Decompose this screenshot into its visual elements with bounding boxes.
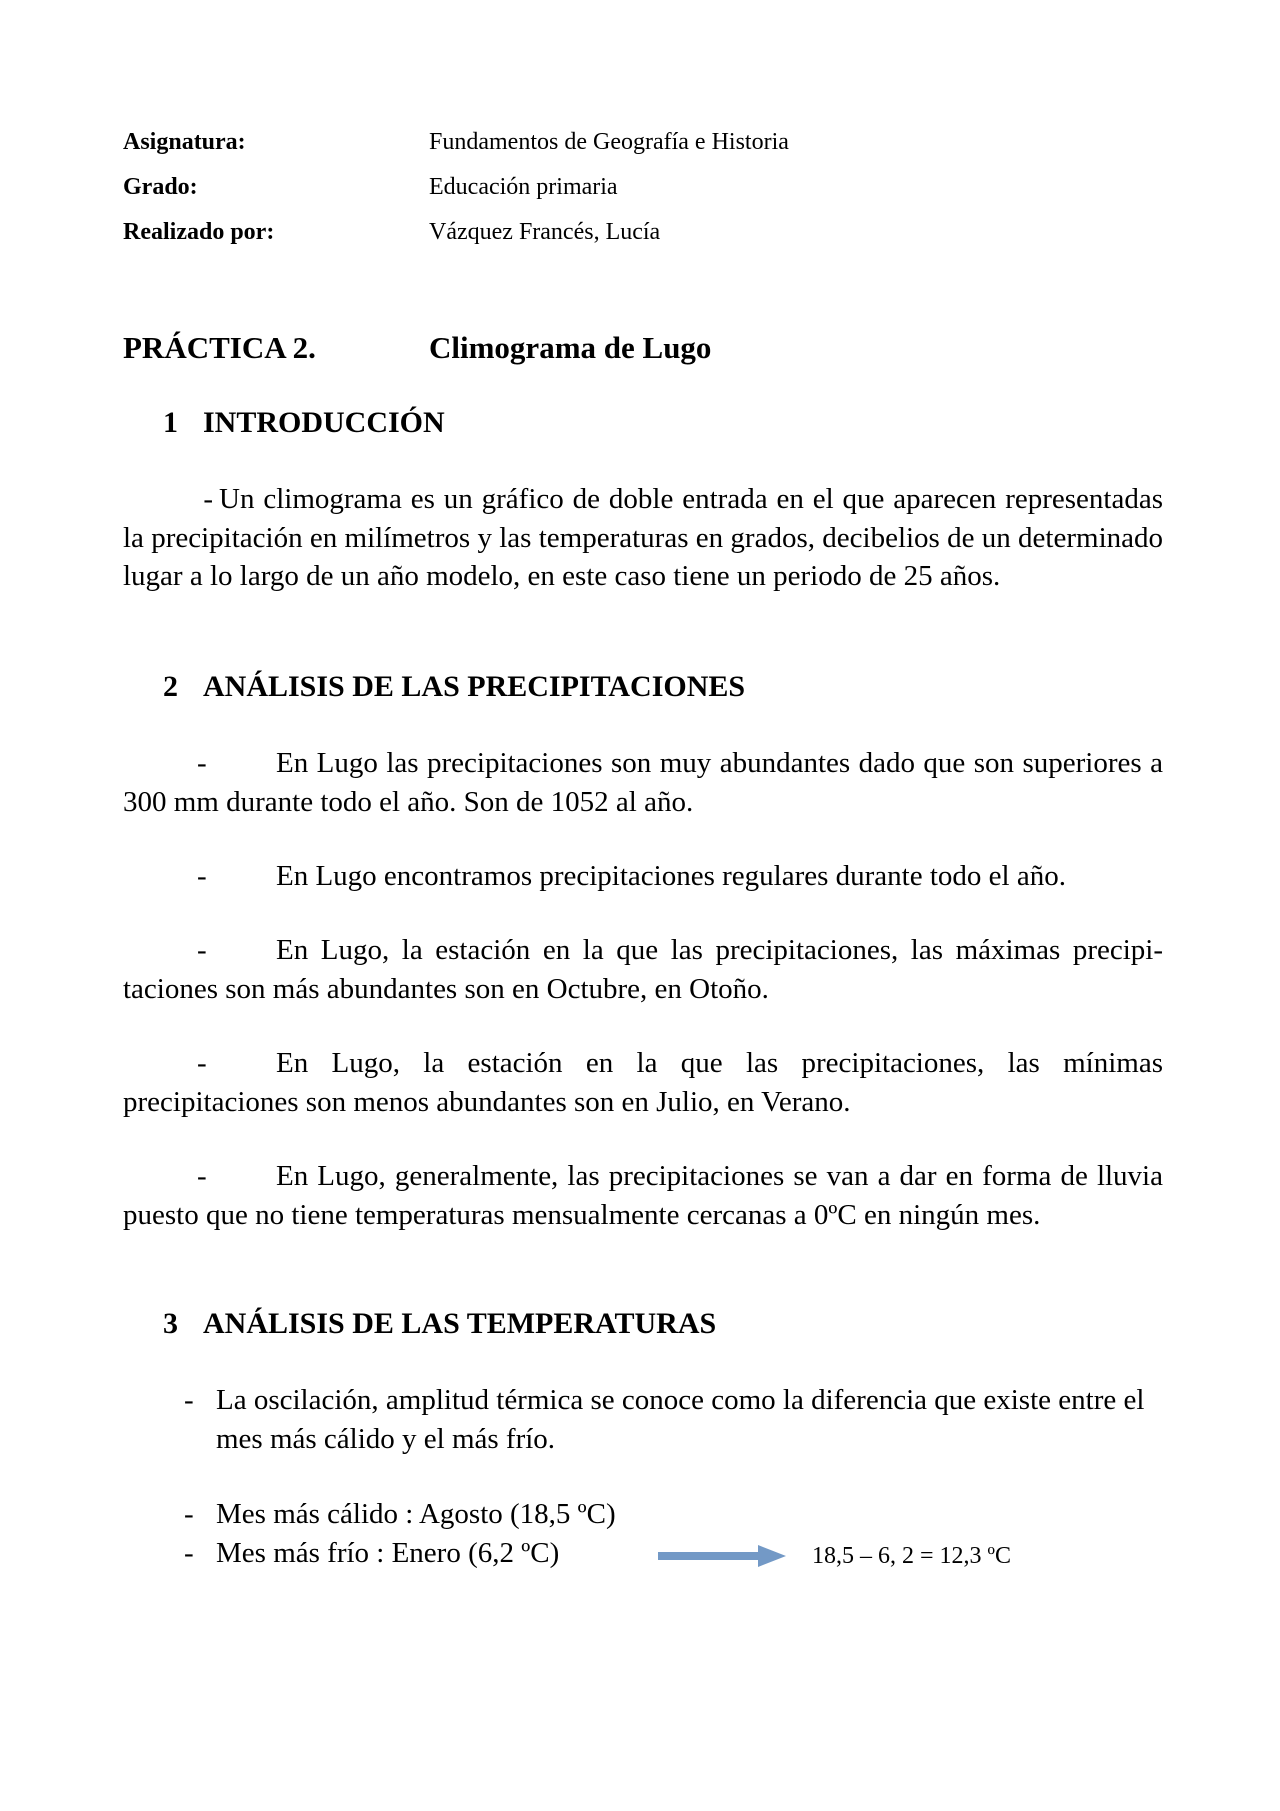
dash-marker: - (197, 747, 207, 779)
list-item-text: La oscilación, amplitud térmica se conoce como la diferencia que existe entre el mes más cálido y el más frío. (216, 1384, 1145, 1455)
introduction-paragraph (123, 480, 1163, 596)
section-number: 2 (163, 670, 178, 703)
author-row (123, 210, 1023, 255)
dash-marker: - (203, 483, 213, 515)
section-number: 1 (163, 406, 178, 439)
list-item-text: En Lugo, generalmente, las precipitaciones se van a dar en forma de lluvia puesto que no tiene temperaturas mensualmente cercanas a 0ºC en ningún mes. (123, 1160, 1163, 1231)
list-item-text: En Lugo, la estación en la que las precipitaciones, las mínimas precipitaciones son menos abundantes son en Julio, en Verano. (123, 1047, 1163, 1118)
right-arrow-icon (658, 1544, 788, 1568)
section-heading-precipitation (163, 670, 745, 704)
document-metadata (123, 120, 1023, 255)
section-heading-introduction (163, 406, 445, 440)
temperature-definition (184, 1381, 1164, 1458)
dash-marker: - (197, 1047, 207, 1079)
section-heading-temperatures (163, 1307, 716, 1341)
section-title: ANÁLISIS DE LAS TEMPERATURAS (203, 1307, 717, 1340)
list-item (184, 1495, 1164, 1534)
section-number: 3 (163, 1307, 178, 1340)
list-item-text: En Lugo encontramos precipitaciones regulares durante todo el año. (276, 860, 1066, 892)
introduction-text: Un climograma es un gráfico de doble entrada en el que aparecen representadas la precipitación en milímetros y las temperaturas en grados, decibelios de un determinado lugar a lo largo de un año modelo, en este caso tiene un periodo de 25 años. (123, 483, 1163, 592)
page-title (123, 330, 711, 366)
practice-number: PRÁCTICA 2. (123, 330, 316, 365)
author-label: Realizado por: (123, 219, 275, 245)
subject-label: Asignatura: (123, 129, 246, 155)
dash-marker: - (184, 1384, 194, 1416)
dash-marker: - (197, 1160, 207, 1192)
author-value: Vázquez Francés, Lucía (429, 219, 661, 245)
dash-marker: - (197, 934, 207, 966)
degree-value: Educación primaria (429, 174, 618, 200)
practice-title: Climograma de Lugo (429, 330, 712, 365)
list-item (123, 931, 1163, 1008)
list-item (184, 1381, 1164, 1458)
dash-marker: - (184, 1536, 194, 1569)
dash-marker: - (184, 1498, 194, 1530)
subject-value: Fundamentos de Geografía e Historia (429, 129, 789, 155)
coldest-month: Mes más frío : Enero (6,2 ºC) (216, 1536, 560, 1569)
list-item (123, 857, 1163, 896)
degree-label: Grado: (123, 174, 198, 200)
section-title: ANÁLISIS DE LAS PRECIPITACIONES (203, 670, 746, 703)
list-item-text: En Lugo las precipitaciones son muy abundantes dado que son superiores a 300 mm durante todo el año. Son de 1052 al año. (123, 747, 1163, 818)
list-item (123, 744, 1163, 821)
dash-marker: - (197, 860, 207, 892)
list-item (123, 1044, 1163, 1121)
list-item-text: En Lugo, la estación en la que las precipitaciones, las máximas precipi- taciones son más abundantes son en Octubre, en Otoño. (123, 934, 1163, 1005)
list-item (123, 1157, 1163, 1234)
subject-row (123, 120, 1023, 165)
thermal-amplitude-calculation: 18,5 – 6, 2 = 12,3 ºC (812, 1543, 1011, 1569)
warmest-month: Mes más cálido : Agosto (18,5 ºC) (216, 1498, 616, 1530)
section-title: INTRODUCCIÓN (203, 406, 445, 439)
degree-row (123, 165, 1023, 210)
